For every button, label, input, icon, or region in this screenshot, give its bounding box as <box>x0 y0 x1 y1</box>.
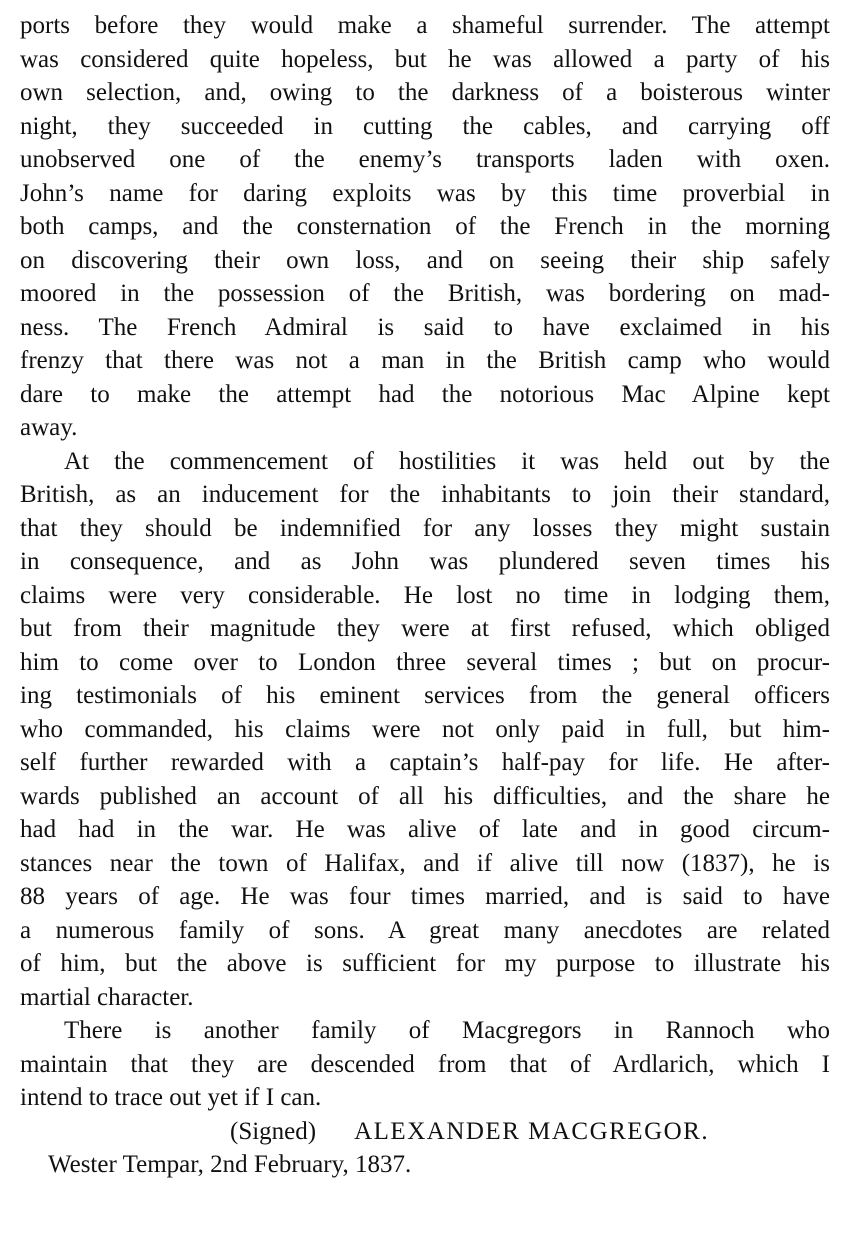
text-line: but from their magnitude they were at first refused, which obliged <box>20 615 830 642</box>
text-line: frenzy that there was not a man in the British camp who would <box>20 347 830 374</box>
signed-label: (Signed) <box>230 1117 317 1145</box>
text-line: ports before they would make a shameful surrender. The attempt <box>20 12 830 39</box>
text-line: a numerous family of sons. A great many anecdotes are related <box>20 916 830 944</box>
text-line: ing testimonials of his eminent services from the general officers <box>20 682 830 709</box>
text-line: There is another family of Macgregors in Rannoch who <box>64 1017 830 1044</box>
paragraph-p1 <box>20 9 830 445</box>
text-line: intend to trace out yet if I can. <box>20 1084 322 1111</box>
text-line: night, they succeeded in cutting the cables, and carrying off <box>20 112 830 140</box>
text-line: stances near the town of Halifax, and if alive till now (1837), he is <box>20 849 830 877</box>
text-line: British, as an inducement for the inhabitants to join their standard, <box>20 481 830 508</box>
text-line: John’s name for daring exploits was by this time proverbial in <box>20 179 830 207</box>
text-line: wards published an account of all his difficulties, and the share he <box>20 782 830 810</box>
text-line: dare to make the attempt had the notorious Mac Alpine kept <box>20 380 830 408</box>
text-line: claims were very considerable. He lost no time in lodging them, <box>20 581 830 609</box>
text-line: in consequence, and as John was plundered seven times his <box>20 548 830 575</box>
text-line: had had in the war. He was alive of late and in good circum- <box>20 816 830 843</box>
text-line: both camps, and the consternation of the French in the morning <box>20 213 830 240</box>
text-line: martial character. <box>20 983 194 1011</box>
text-line: on discovering their own loss, and on seeing their ship safely <box>20 246 830 274</box>
text-line: own selection, and, owing to the darkness of a boisterous winter <box>20 79 830 106</box>
text-line: away. <box>20 414 78 441</box>
text-line: At the commencement of hostilities it was held out by the <box>64 447 830 475</box>
text-line: ness. The French Admiral is said to have exclaimed in his <box>20 313 830 341</box>
text-line: unobserved one of the enemy’s transports laden with oxen. <box>20 146 830 173</box>
text-line: maintain that they are descended from that of Ardlarich, which I <box>20 1050 830 1078</box>
document-page <box>20 9 830 1182</box>
text-line: him to come over to London three several times ; but on procur- <box>20 648 830 676</box>
text-line: of him, but the above is sufficient for my purpose to illustrate his <box>20 950 830 977</box>
paragraph-p2 <box>20 445 830 1015</box>
paragraph-p3 <box>20 1014 830 1115</box>
text-line: 88 years of age. He was four times married, and is said to have <box>20 883 830 910</box>
body-text <box>20 9 830 1115</box>
signer-name: ALEXANDER MACGREGOR. <box>354 1117 710 1145</box>
text-line: moored in the possession of the British, was bordering on mad- <box>20 280 830 307</box>
dateline: Wester Tempar, 2nd February, 1837. <box>48 1151 412 1178</box>
text-line: self further rewarded with a captain’s half-pay for life. He after- <box>20 749 830 776</box>
signature-line <box>20 1115 830 1149</box>
text-line: was considered quite hopeless, but he was allowed a party of his <box>20 45 830 73</box>
text-line: who commanded, his claims were not only paid in full, but him- <box>20 715 830 743</box>
text-line: that they should be indemnified for any losses they might sustain <box>20 514 830 542</box>
